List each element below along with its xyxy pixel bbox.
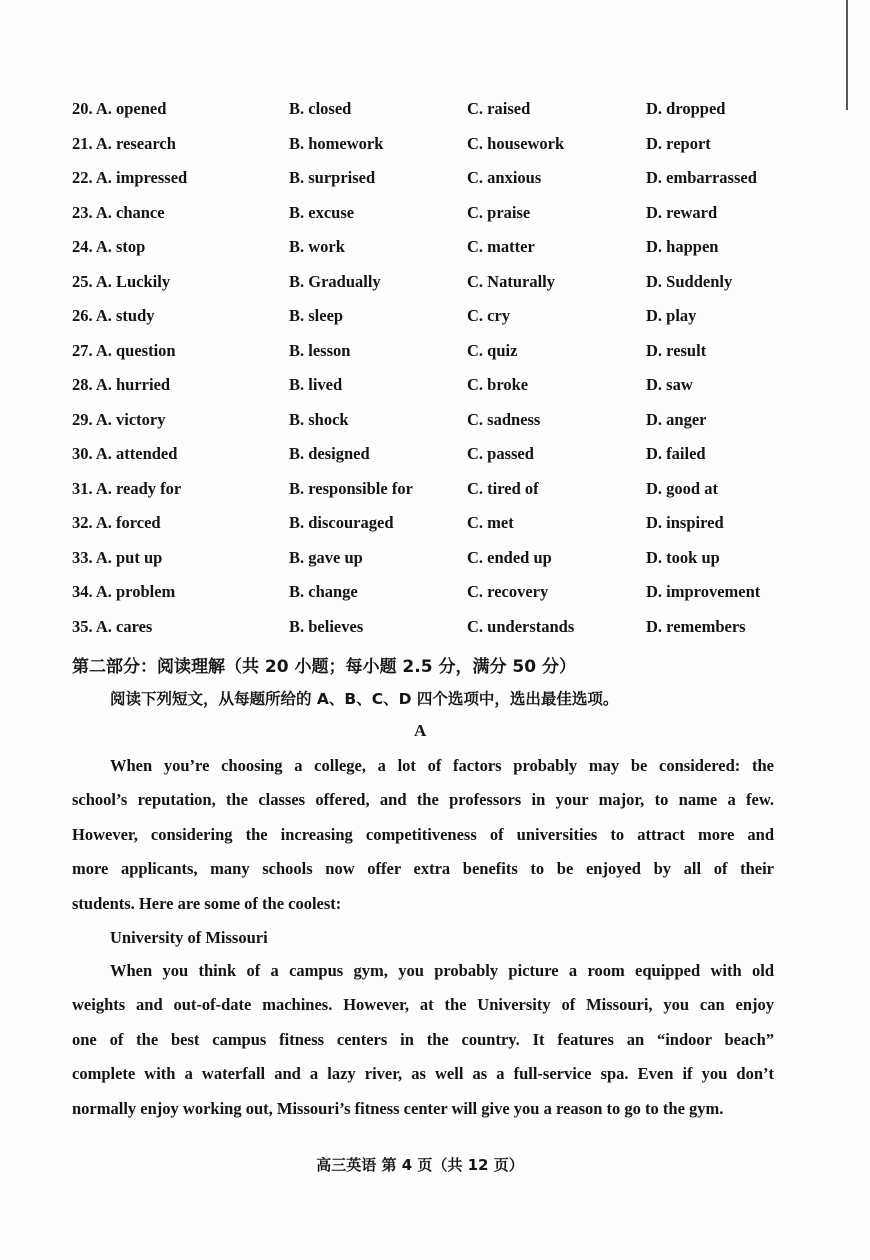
question-row — [0, 168, 870, 192]
option-d: D. improvement — [646, 582, 761, 601]
option-d: D. good at — [646, 478, 718, 498]
option-d: D. saw — [646, 375, 693, 394]
option-d: D. play — [646, 306, 697, 325]
option-a: 29. A. victory — [72, 409, 166, 429]
option-d: D. embarrassed — [646, 168, 757, 187]
text-line: When you think of a campus gym, you probably picture a room equipped with old — [110, 961, 774, 980]
option-b: B. homework — [289, 133, 384, 153]
option-c: C. cry — [467, 306, 511, 325]
option-c: C. sadness — [467, 409, 541, 429]
option-a: 27. A. question — [72, 340, 176, 360]
option-b: B. surprised — [289, 168, 376, 187]
page-footer: 高三英语 第 4 页（共 12 页） — [316, 1156, 524, 1174]
option-d: D. anger — [646, 409, 707, 429]
instruction: 阅读下列短文，从每题所给的 A、B、C、D 四个选项中，选出最佳选项。 — [110, 690, 619, 708]
option-d: D. Suddenly — [646, 271, 733, 291]
option-a: 23. A. chance — [72, 202, 165, 222]
option-b: B. gave up — [289, 547, 363, 567]
text-line: students. Here are some of the coolest: — [72, 893, 342, 913]
option-d: D. remembers — [646, 616, 746, 636]
option-a: 24. A. stop — [72, 237, 146, 256]
option-a: 25. A. Luckily — [72, 271, 171, 291]
option-c: C. Naturally — [467, 271, 555, 291]
option-a: 21. A. research — [72, 133, 176, 153]
option-a: 26. A. study — [72, 306, 155, 325]
text-line: normally enjoy working out, Missouri’s fitness center will give you a reason to go to the gym. — [72, 1098, 724, 1118]
option-a: 34. A. problem — [72, 582, 176, 601]
option-c: C. passed — [467, 444, 534, 463]
option-d: D. result — [646, 340, 707, 360]
option-b: B. closed — [289, 99, 352, 118]
option-c: C. praise — [467, 202, 531, 222]
subheading: University of Missouri — [110, 928, 268, 947]
option-b: B. lesson — [289, 340, 351, 360]
question-row — [0, 444, 870, 468]
option-b: B. designed — [289, 444, 370, 463]
option-a: 35. A. cares — [72, 616, 153, 636]
passage-title: A — [414, 721, 427, 740]
option-b: B. work — [289, 237, 345, 256]
option-b: B. discouraged — [289, 513, 394, 532]
text-line: more applicants, many schools now offer extra benefits to be enjoyed by all of their — [72, 859, 774, 879]
question-row — [0, 306, 870, 330]
option-c: C. recovery — [467, 582, 549, 601]
option-c: C. tired of — [467, 478, 539, 498]
question-row — [0, 582, 870, 606]
option-d: D. failed — [646, 444, 706, 463]
option-a: 20. A. opened — [72, 99, 167, 118]
option-c: C. met — [467, 513, 514, 532]
section-title: 第二部分：阅读理解（共 20 小题；每小题 2.5 分，满分 50 分） — [72, 657, 576, 677]
option-c: C. ended up — [467, 547, 552, 567]
question-row — [0, 375, 870, 399]
option-d: D. report — [646, 133, 711, 153]
question-row — [0, 513, 870, 537]
option-d: D. reward — [646, 202, 718, 222]
option-c: C. broke — [467, 375, 529, 394]
option-b: B. believes — [289, 616, 364, 636]
option-b: B. shock — [289, 409, 349, 429]
option-c: C. matter — [467, 237, 535, 256]
text-line: one of the best campus fitness centers in the country. It features an “indoor beach” — [72, 1029, 774, 1049]
option-b: B. excuse — [289, 202, 355, 222]
option-d: D. inspired — [646, 513, 724, 532]
question-row — [0, 272, 870, 296]
question-row — [0, 341, 870, 365]
option-b: B. responsible for — [289, 478, 413, 498]
text-line: weights and out-of-date machines. However, at the University of Missouri, you can enjoy — [72, 995, 774, 1015]
question-row — [0, 237, 870, 261]
option-a: 22. A. impressed — [72, 168, 188, 187]
text-line: school’s reputation, the classes offered, and the professors in your major, to name a few. — [72, 790, 774, 810]
text-line: When you’re choosing a college, a lot of factors probably may be considered: the — [110, 756, 774, 775]
option-a: 31. A. ready for — [72, 478, 182, 498]
text-line: However, considering the increasing competitiveness of universities to attract more and — [72, 824, 774, 844]
question-row — [0, 134, 870, 158]
option-c: C. understands — [467, 616, 575, 636]
question-row — [0, 99, 870, 123]
question-row — [0, 617, 870, 641]
question-row — [0, 203, 870, 227]
option-b: B. change — [289, 582, 358, 601]
option-c: C. quiz — [467, 340, 518, 360]
question-row — [0, 548, 870, 572]
option-a: 28. A. hurried — [72, 375, 171, 394]
option-b: B. sleep — [289, 306, 344, 325]
option-d: D. took up — [646, 547, 720, 567]
text-line: complete with a waterfall and a lazy river, as well as a full-service spa. Even if you don’t — [72, 1064, 774, 1084]
question-row — [0, 479, 870, 503]
option-c: C. housework — [467, 133, 565, 153]
option-c: C. raised — [467, 99, 531, 118]
option-a: 33. A. put up — [72, 547, 163, 567]
option-a: 30. A. attended — [72, 444, 178, 463]
option-d: D. happen — [646, 237, 719, 256]
option-d: D. dropped — [646, 99, 726, 118]
question-row — [0, 410, 870, 434]
option-a: 32. A. forced — [72, 513, 161, 532]
scan-edge — [846, 0, 848, 110]
option-c: C. anxious — [467, 168, 542, 187]
option-b: B. lived — [289, 375, 343, 394]
option-b: B. Gradually — [289, 271, 381, 291]
